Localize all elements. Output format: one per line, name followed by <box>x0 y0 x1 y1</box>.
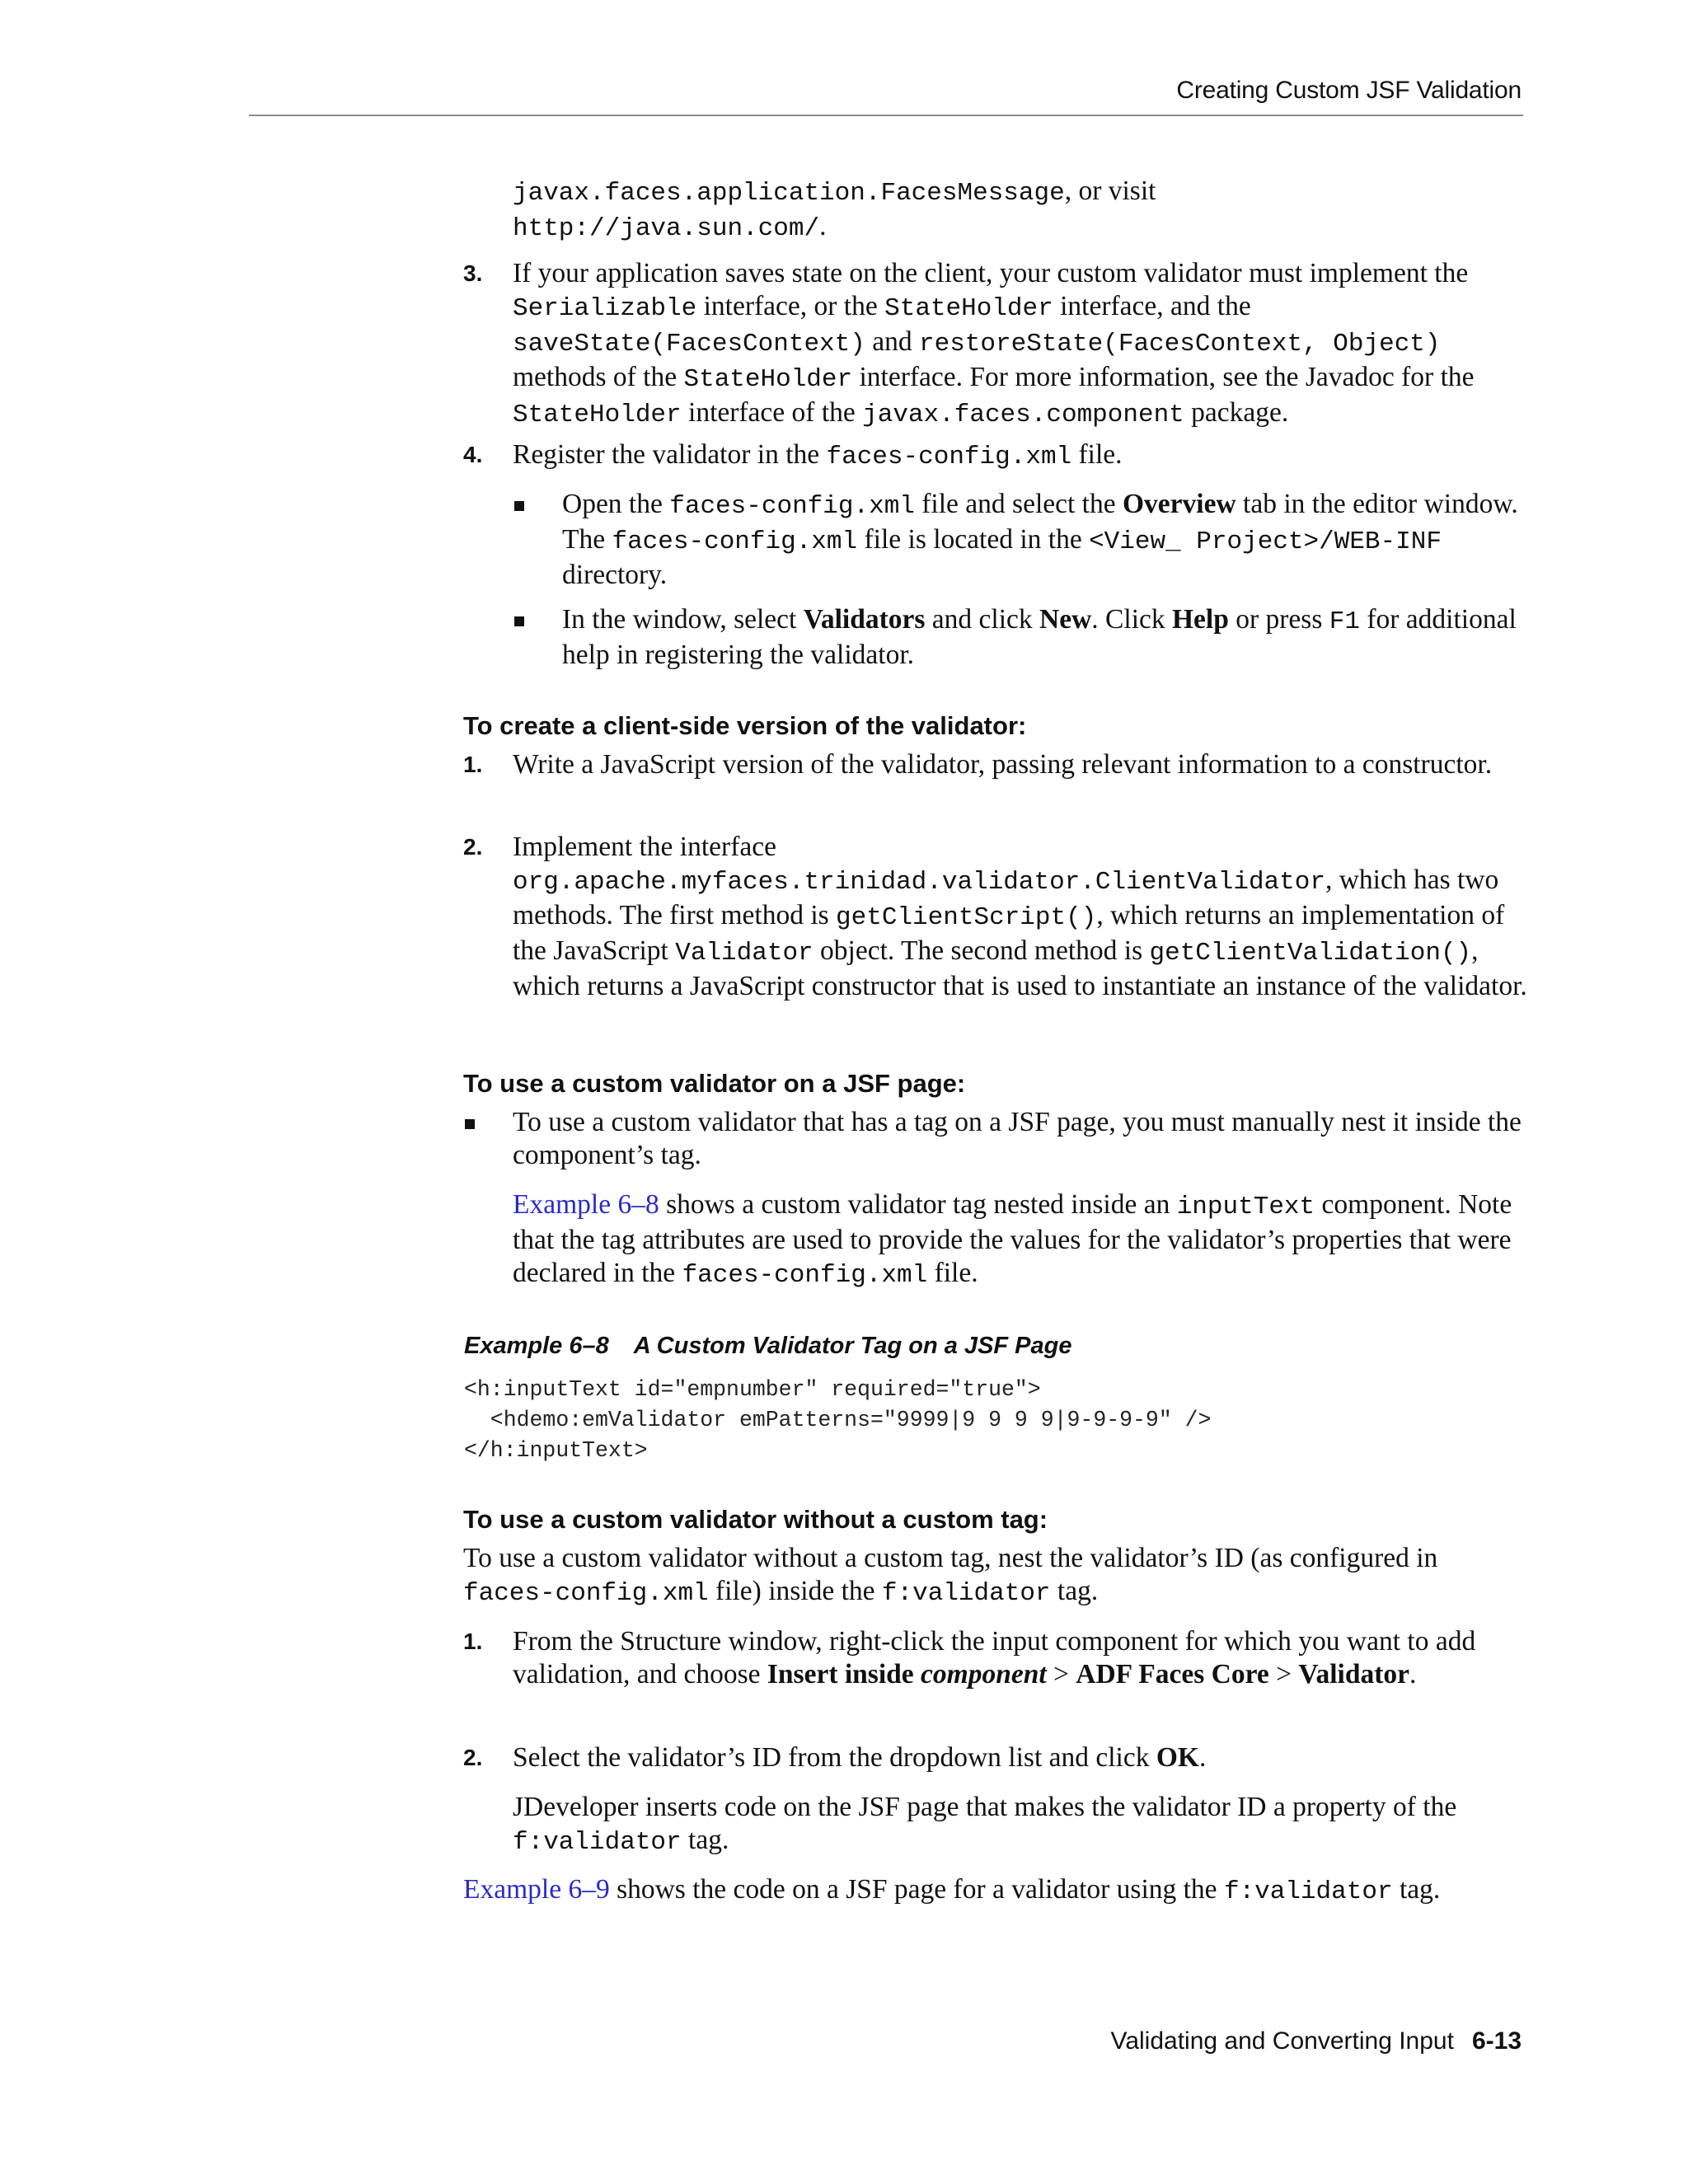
jsf-paragraph: Example 6–8 shows a custom validator tag nested inside an inputText component. Note that the tag attributes are used to provide the values for the validator’s properties that were declared in the faces-config.xml file. <box>513 1189 1512 1290</box>
step-number: 1. <box>463 1629 483 1654</box>
page-footer <box>1111 2027 1522 2055</box>
bullet-icon <box>465 1119 475 1129</box>
notag-intro: To use a custom validator without a custom tag, nest the validator’s ID (as configured in faces-config.xml file) inside the f:validator tag. <box>463 1543 1438 1608</box>
section-heading: To use a custom validator without a custom tag: <box>463 1505 1048 1534</box>
page-number: 6-13 <box>1471 2027 1522 2055</box>
sub-bullet-item: Open the faces-config.xml file and select the Overview tab in the editor window. The faces-config.xml file is located in the <View_ Project>/WEB-INF directory. <box>562 489 1518 590</box>
example-6-8-link[interactable]: Example 6–8 <box>513 1189 659 1220</box>
notag-step-1-text: From the Structure window, right-click the input component for which you want to add validation, and choose Insert inside component > ADF Faces Core > Validator. <box>513 1626 1476 1690</box>
header-rule <box>249 115 1523 116</box>
code-block: <h:inputText id="empnumber" required="true"> <hdemo:emValidator emPatterns="9999|9 9 9 9|9-9-9-9" /> </h:inputText> <box>464 1377 1212 1463</box>
example-title: Example 6–8 A Custom Validator Tag on a JSF Page <box>464 1333 1072 1359</box>
bullet-icon <box>514 501 524 511</box>
footer-section-title: Validating and Converting Input <box>1110 2027 1454 2055</box>
example-6-9-link[interactable]: Example 6–9 <box>463 1874 610 1905</box>
step-number: 3. <box>463 260 483 286</box>
continuation-text: javax.faces.application.FacesMessage, or visit http://java.sun.com/. <box>513 176 1156 243</box>
section-heading: To create a client-side version of the validator: <box>463 711 1027 740</box>
step-4-text: Register the validator in the faces-config.xml file. <box>513 439 1123 471</box>
step-number: 2. <box>463 1745 483 1770</box>
sub-bullet-item: In the window, select Validators and click New. Click Help or press F1 for additional help in registering the validator. <box>562 604 1517 670</box>
jsf-bullet-text: To use a custom validator that has a tag on a JSF page, you must manually nest it inside the component’s tag. <box>513 1107 1522 1170</box>
notag-closing: Example 6–9 shows the code on a JSF page for a validator using the f:validator tag. <box>463 1874 1441 1906</box>
bullet-icon <box>514 616 524 626</box>
section-heading: To use a custom validator on a JSF page: <box>463 1069 966 1098</box>
step-3-text: If your application saves state on the client, your custom validator must implement the Serializable interface, or the StateHolder interface, and the saveState(FacesContext) and restoreState(FacesContext, Object) methods of the StateHolder interface. For more information, see the Javadoc for the StateHolder interface of the javax.faces.component package. <box>513 258 1475 429</box>
step-number: 2. <box>463 834 483 860</box>
client-step-2-text: Implement the interface org.apache.myfaces.trinidad.validator.ClientValidator, which has two methods. The first method is getClientScript(), which returns an implementation of the JavaScript Validator object. The second method is getClientValidation(), which returns a JavaScript constructor that is used to instantiate an instance of the validator. <box>513 832 1527 1001</box>
notag-followup: JDeveloper inserts code on the JSF page that makes the validator ID a property of the f:validator tag. <box>513 1792 1457 1857</box>
step-number: 4. <box>463 442 483 467</box>
step-number: 1. <box>463 752 483 777</box>
client-step-1-text: Write a JavaScript version of the validator, passing relevant information to a constructor. <box>513 749 1493 780</box>
notag-step-2-text: Select the validator’s ID from the dropdown list and click OK. <box>513 1742 1207 1773</box>
running-header: Creating Custom JSF Validation <box>1176 77 1522 104</box>
